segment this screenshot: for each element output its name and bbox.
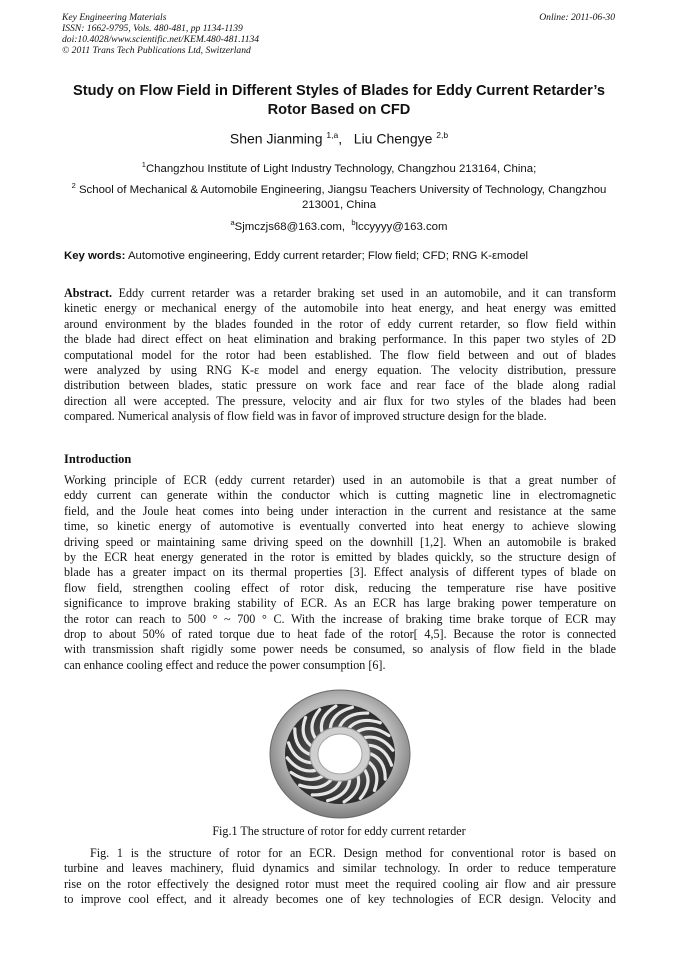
author-name: Shen Jianming xyxy=(229,130,323,147)
introduction-text: Working principle of ECR (eddy current retarder) used in an automobile is that a great number of eddy current can generate within the conductor which is cutting magnetic line in electromagnetic field, and the Joule heat comes into being under interaction in the current and resistance at the same time, so kinetic energy of automotive is eventually converted into heat energy to achieve slowing driving speed or maintaining same driving speed on the downhill [1,2]. When an automobile is braked by the ECR heat energy generated in the rotor is emitted by blades quickly, so the structure design of blade has a greater impact on its thermal properties [3]. Effect analysis of different types of blade on flow field, strengthen cooling effect of rotor disk, reducing the temperature rise have positive significance to improve braking stability of ECR. As an ECR has large braking power temperature on the rotor can reach to 500 ° ~ 700 ° C. With the increase of braking time brake torque of ECR may drop to about 50% of rated torque due to heat fade of the rotor[ 4,5]. Because the rotor is connected with transmission shaft rigidly some power needs be consumed, so analysis of flow field in the blade can enhance cooling effect and reduce the power consumption [6]. xyxy=(64,473,616,672)
figure-caption: Fig.1 The structure of rotor for eddy current retarder xyxy=(212,824,466,838)
online-date: Online: 2011-06-30 xyxy=(539,12,615,23)
issn-line: ISSN: 1662-9795, Vols. 480-481, pp 1134-1139 xyxy=(62,23,243,34)
rotor-bore xyxy=(318,734,362,774)
doi-line: doi:10.4028/www.scientific.net/KEM.480-481.1134 xyxy=(62,34,260,45)
affiliation-2: $^2$ School of Mechanical & Automobile Engineering, Jiangsu Teachers University of Technology, Changzhou 213001, China xyxy=(71,181,607,211)
introduction-heading: Introduction xyxy=(64,452,132,466)
affiliation-1: $^1$Changzhou Institute of Light Industry Technology, Changzhou 213164, China; xyxy=(141,160,537,175)
keywords-label: Key words: xyxy=(64,250,126,262)
paper-title: Study on Flow Field in Different Styles of Blades for Eddy Current Retarder’s Rotor Based on CFD xyxy=(73,83,605,118)
abstract-label: Abstract. xyxy=(64,286,113,300)
author-list: Shen Jianming $^{1,a}$, Liu Chengye $^{2,b}$ xyxy=(229,130,449,147)
email-b: lccyyyy@163.com xyxy=(355,220,448,233)
body-text: Fig. 1 is the structure of rotor for an ECR. Design method for conventional rotor is based on turbine and leaves machinery, fluid dynamics and similar technology. In order to reduce temperature rise on the rotor effectively the designed rotor must meet the required cooling air flow and air pressure to improve cool effect, and it already becomes one of key technologies of ECR design. Velocity and xyxy=(64,846,616,907)
journal-name: Key Engineering Materials xyxy=(62,12,167,23)
author-emails: $^a$Sjmczjs68@163.com, $^b$lccyyyy@163.com xyxy=(230,218,448,233)
journal-meta xyxy=(62,12,259,56)
keywords xyxy=(64,250,616,262)
author-name: Liu Chengye xyxy=(353,130,433,147)
email-a: Sjmczjs68@163.com, xyxy=(234,220,345,233)
rotor-figure xyxy=(268,688,412,820)
keywords-text: Automotive engineering, Eddy current retarder; Flow field; CFD; RNG K-εmodel xyxy=(127,250,529,262)
author-sup: 2,b xyxy=(436,130,449,140)
copyright-line: © 2011 Trans Tech Publications Ltd, Switzerland xyxy=(62,45,251,56)
author-sup: 1,a xyxy=(326,130,339,140)
abstract: Abstract. Eddy current retarder was a retarder braking set used in an automobile, and it can transform kinetic energy or mechanical energy of the automobile into heat energy, and heat energy was emitted around environment by the blades founded in the rotor of eddy current retarder, so flow field within the blade had direct effect on heat elimination and braking performance. In this paper two styles of 2D computational model for the rotor had been established. The flow field between and out of blades were analyzed by using RNG K-ε model and energy equation. The velocity distribution, pressure distribution between blades, static pressure on work face and rear face of the blade along radial direction all were accepted. The pressure, velocity and air flux for two styles of the blades had been compared. Numerical analysis of flow field was in favor of improved structure design for the blade. xyxy=(64,286,617,424)
